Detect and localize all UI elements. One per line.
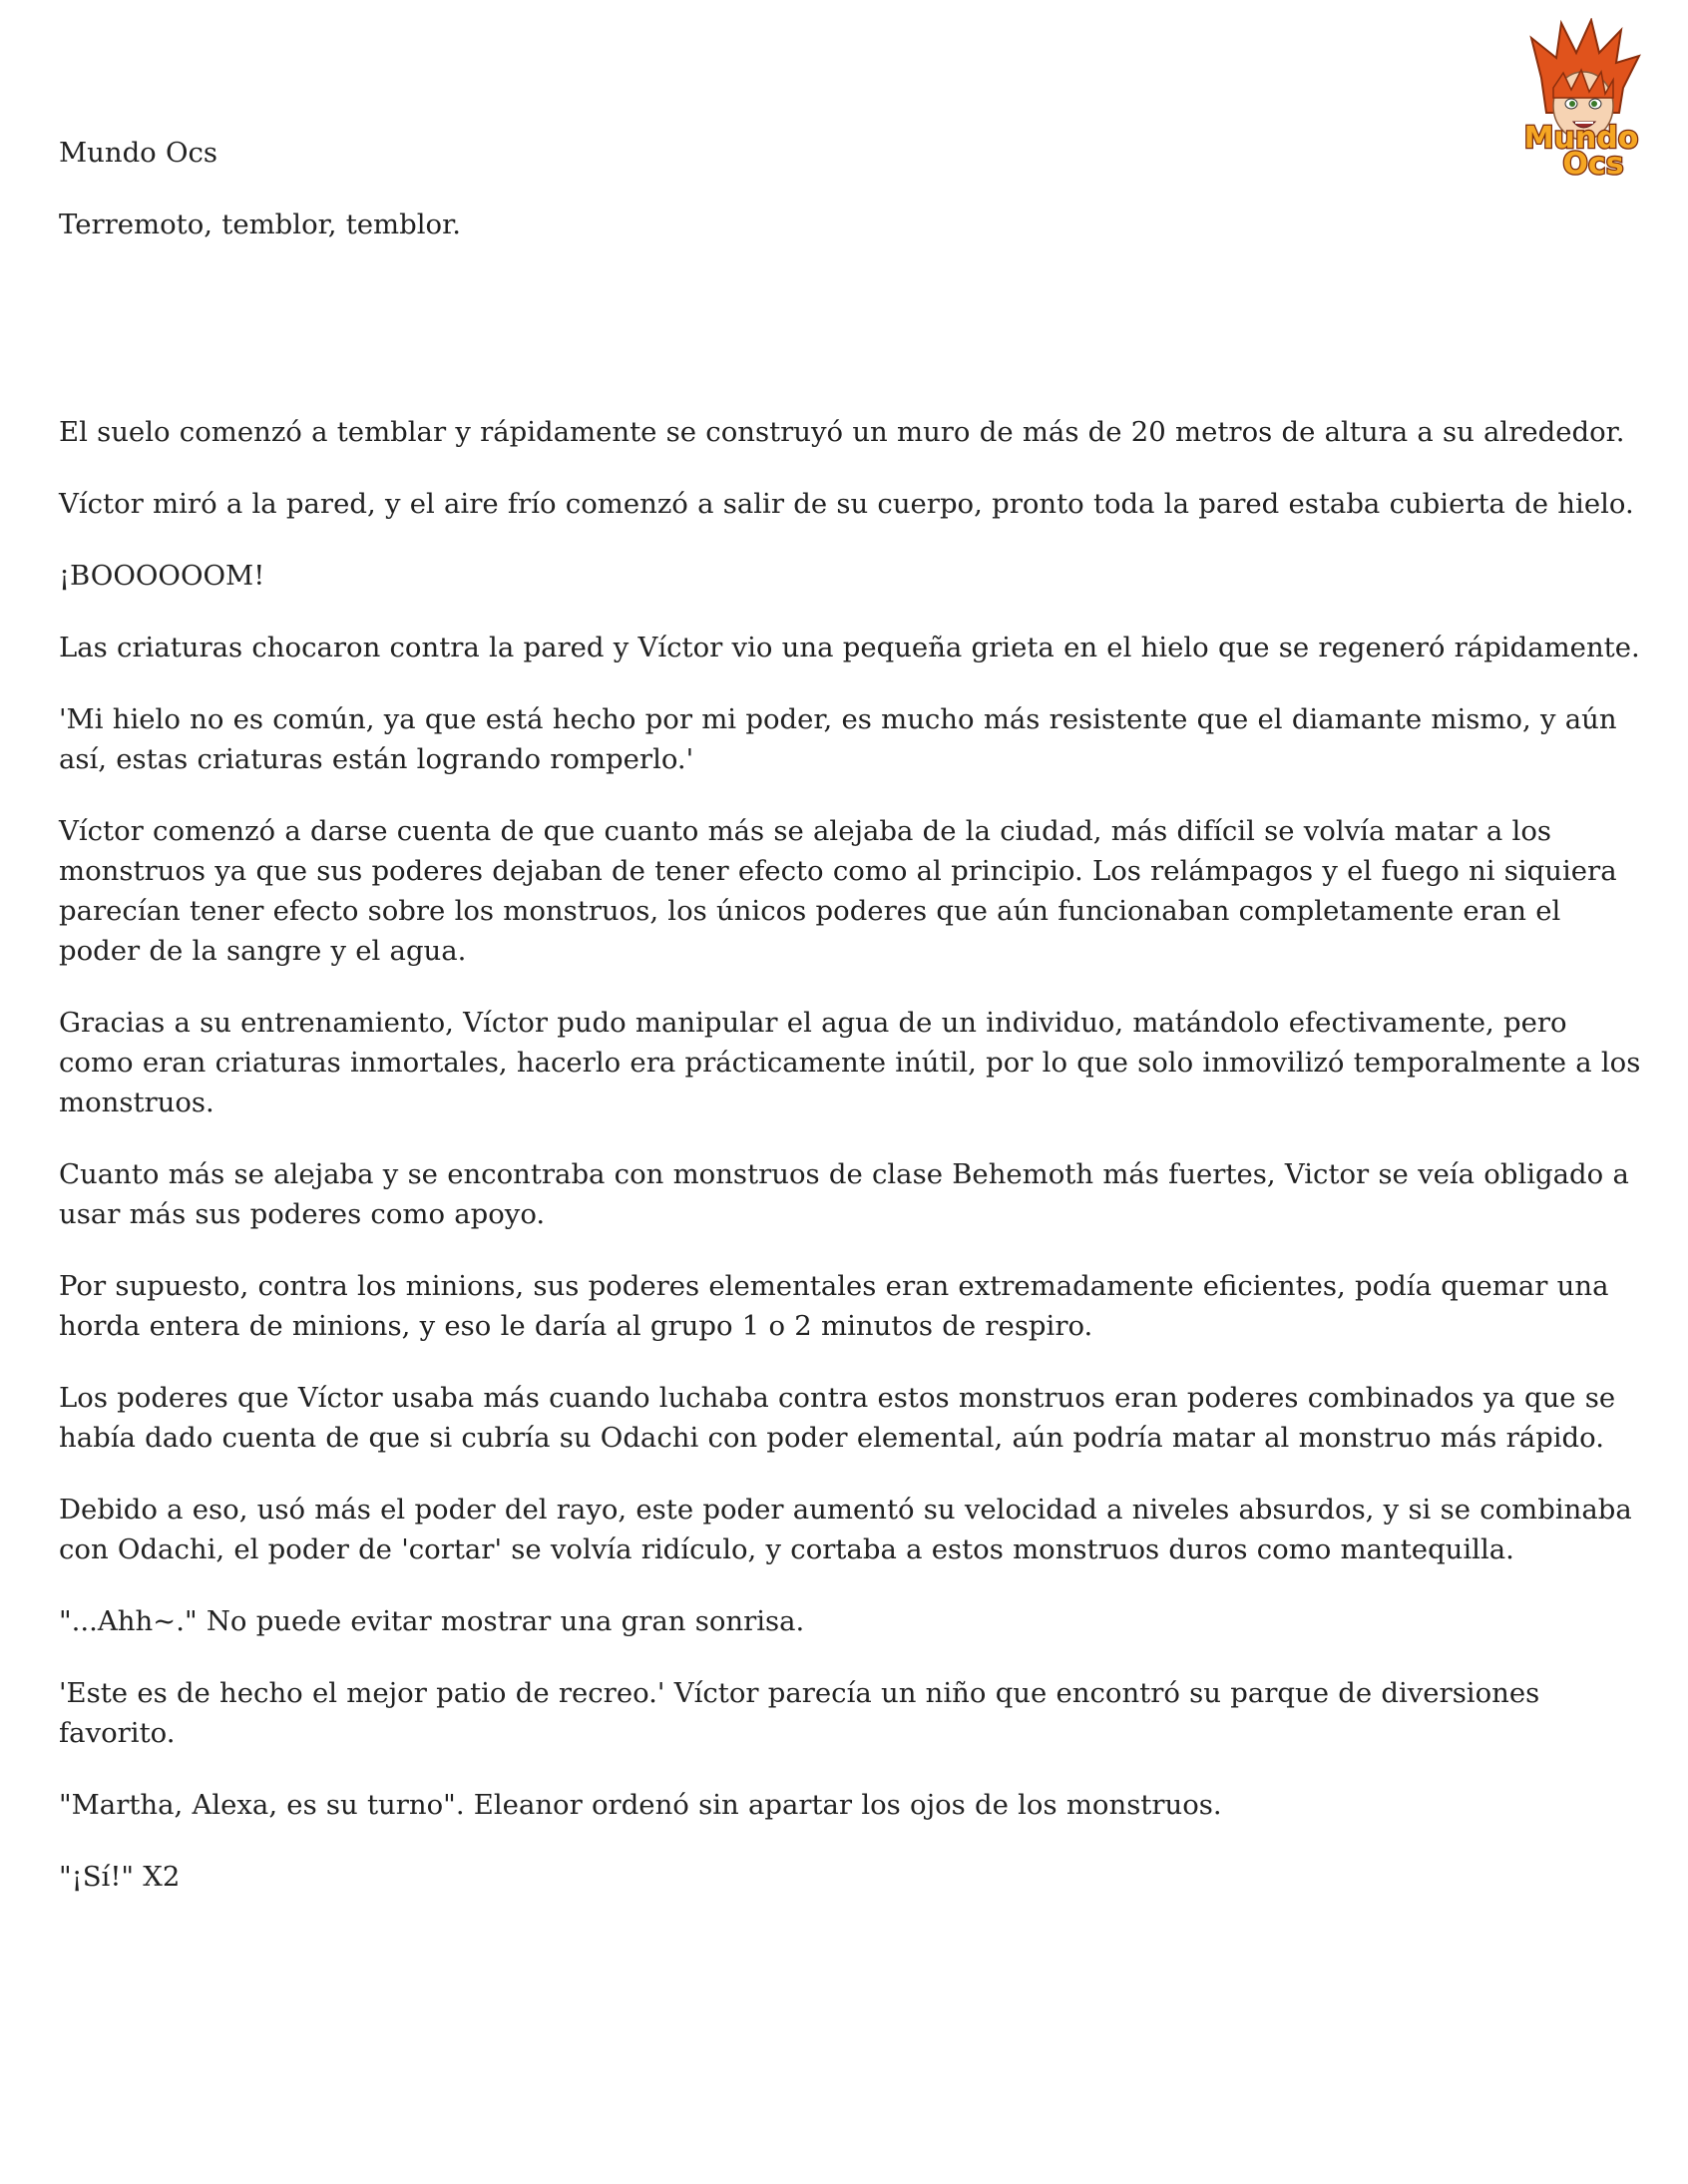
svg-text:Mundo: Mundo bbox=[1523, 121, 1639, 156]
paragraph: ¡BOOOOOOM! bbox=[59, 560, 265, 592]
paragraph: Víctor comenzó a darse cuenta de que cuanto más se alejaba de la ciudad, más difícil se volvía matar a los monstruos ya que sus poderes dejaban de tener efecto como al principio. Los relámpagos y el fuego ni siquiera parecían tener efecto sobre los monstruos, los únicos poderes que aún funcionaban completamente eran el poder de la sangre y el agua. bbox=[59, 815, 1617, 967]
paragraph: "...Ahh~." No puede evitar mostrar una gran sonrisa. bbox=[59, 1605, 805, 1637]
paragraph: Gracias a su entrenamiento, Víctor pudo manipular el agua de un individuo, matándolo efectivamente, pero como eran criaturas inmortales, hacerlo era prácticamente inútil, por lo que solo inmovilizó temporalmente a los monstruos. bbox=[59, 1007, 1641, 1118]
site-name: Mundo Ocs bbox=[59, 137, 218, 169]
paragraph: Víctor miró a la pared, y el aire frío comenzó a salir de su cuerpo, pronto toda la pared estaba cubierta de hielo. bbox=[59, 488, 1634, 520]
paragraph: 'Este es de hecho el mejor patio de recreo.' Víctor parecía un niño que encontró su parque de diversiones favorito. bbox=[59, 1677, 1540, 1749]
paragraph: 'Mi hielo no es común, ya que está hecho por mi poder, es mucho más resistente que el diamante mismo, y aún así, estas criaturas están logrando romperlo.' bbox=[59, 703, 1617, 775]
paragraph: El suelo comenzó a temblar y rápidamente se construyó un muro de más de 20 metros de altura a su alrededor. bbox=[59, 416, 1625, 448]
chapter-title: Terremoto, temblor, temblor. bbox=[59, 209, 461, 240]
paragraph: Debido a eso, usó más el poder del rayo, este poder aumentó su velocidad a niveles absurdos, y si se combinaba con Odachi, el poder de 'cortar' se volvía ridículo, y cortaba a estos monstruos duros como mantequilla. bbox=[59, 1494, 1632, 1565]
paragraph: Los poderes que Víctor usaba más cuando luchaba contra estos monstruos eran poderes combinados ya que se había dado cuenta de que si cubría su Odachi con poder elemental, aún podría matar al monstruo más rápido. bbox=[59, 1382, 1616, 1454]
svg-text:Ocs: Ocs bbox=[1562, 147, 1624, 178]
paragraph: "¡Sí!" X2 bbox=[59, 1861, 181, 1893]
paragraph: "Martha, Alexa, es su turno". Eleanor ordenó sin apartar los ojos de los monstruos. bbox=[59, 1789, 1222, 1821]
document-body bbox=[59, 133, 1645, 1929]
paragraph: Las criaturas chocaron contra la pared y Víctor vio una pequeña grieta en el hielo que se regeneró rápidamente. bbox=[59, 632, 1640, 663]
paragraph: Por supuesto, contra los minions, sus poderes elementales eran extremadamente eficientes, podía quemar una horda entera de minions, y eso le daría al grupo 1 o 2 minutos de respiro. bbox=[59, 1270, 1609, 1342]
paragraph: Cuanto más se alejaba y se encontraba con monstruos de clase Behemoth más fuertes, Victor se veía obligado a usar más sus poderes como apoyo. bbox=[59, 1158, 1629, 1230]
